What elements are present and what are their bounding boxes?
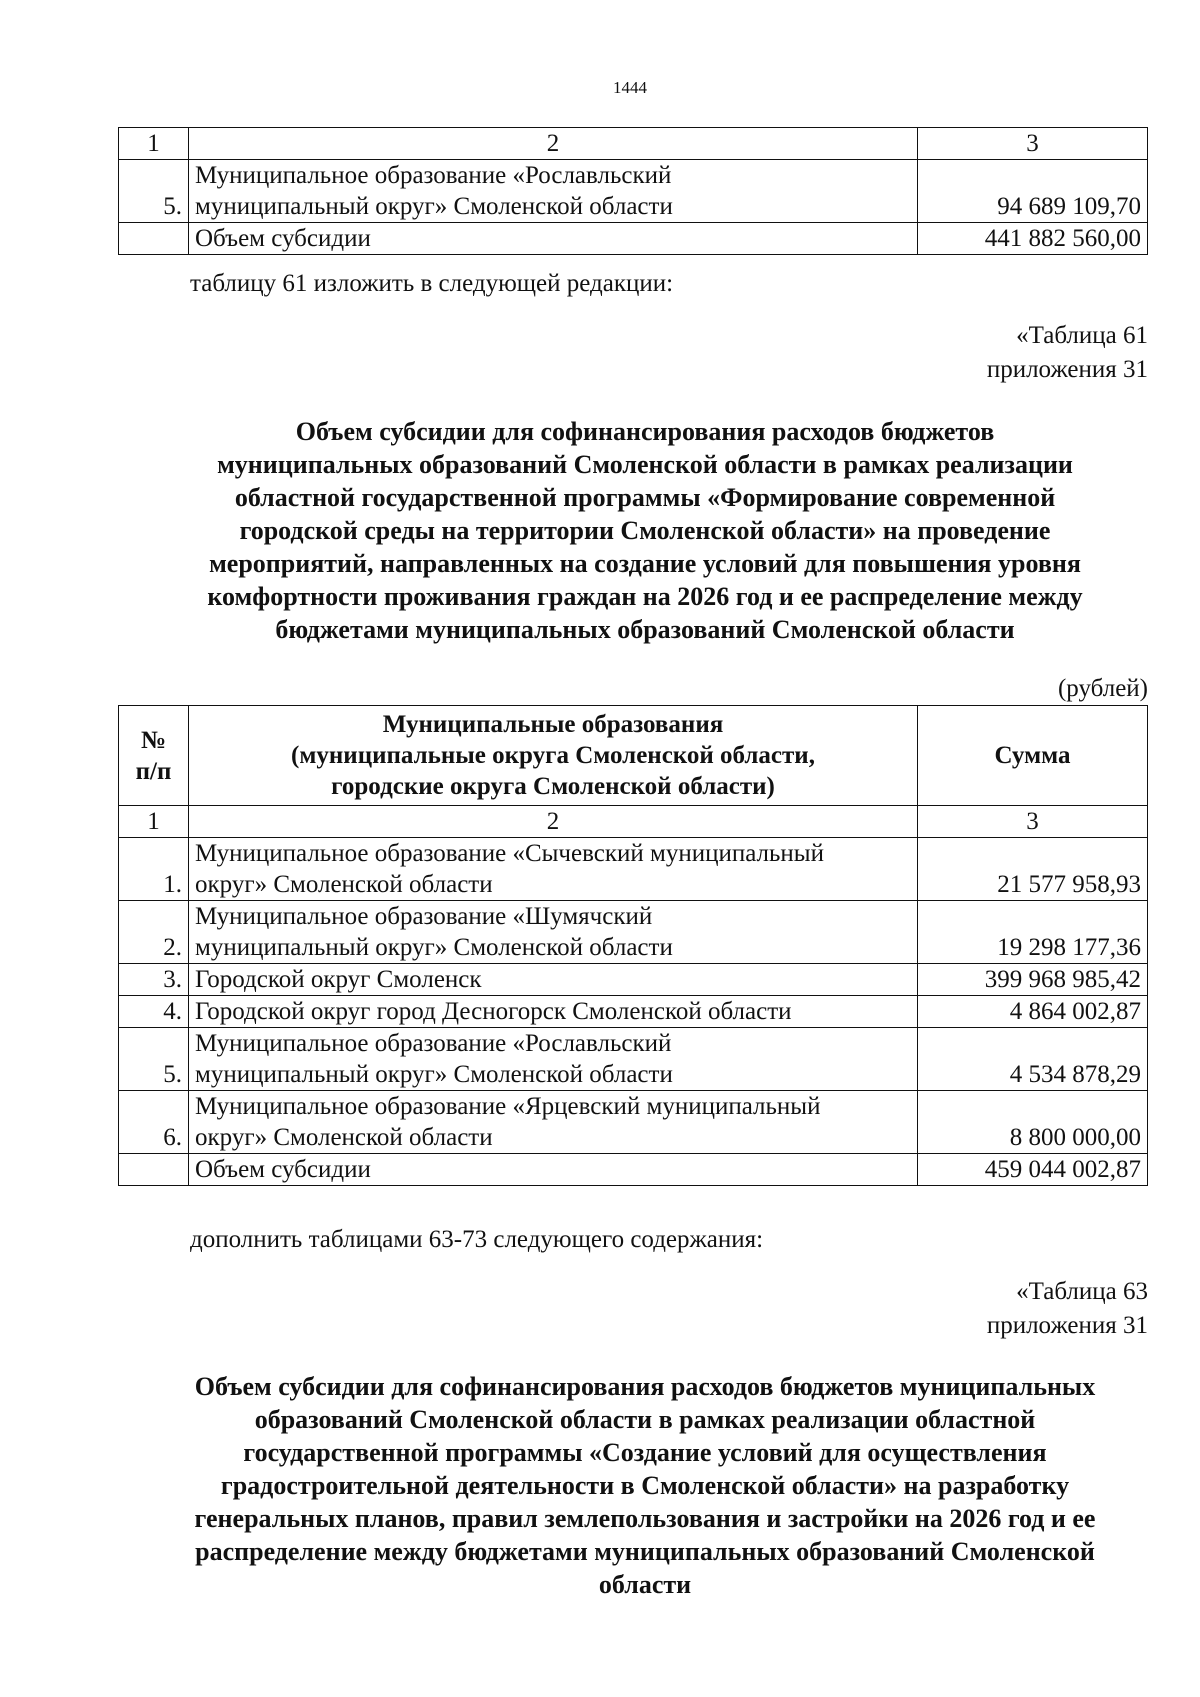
row-name-line1: Муниципальное образование «Ярцевский муниципальный <box>195 1093 821 1120</box>
table-row <box>119 1028 1148 1091</box>
title-line: городской среды на территории Смоленской области» на проведение <box>239 516 1051 545</box>
row-name-line1: Муниципальное образование «Рославльский <box>195 162 672 189</box>
table-total-row <box>119 223 1148 255</box>
total-label: Объем субсидии <box>189 1154 918 1186</box>
title-line: образований Смоленской области в рамках реализации областной <box>254 1405 1036 1434</box>
table-63-title <box>120 1370 1170 1601</box>
row-sum: 8 800 000,00 <box>918 1091 1148 1154</box>
total-sum: 441 882 560,00 <box>918 223 1148 255</box>
total-sum: 459 044 002,87 <box>918 1154 1148 1186</box>
col-number-cell: 1 <box>119 128 189 160</box>
table-row <box>119 160 1148 223</box>
header-name-line1: Муниципальные образования <box>382 711 724 738</box>
table-61-title <box>140 415 1150 646</box>
row-name <box>189 901 918 964</box>
table-row <box>119 838 1148 901</box>
title-line: градостроительной деятельности в Смоленской области» на разработку <box>220 1471 1070 1500</box>
table-header-row <box>119 128 1148 160</box>
table-row <box>119 964 1148 996</box>
row-name-line1: Муниципальное образование «Шумячский <box>195 903 653 930</box>
table-head-row <box>119 706 1148 806</box>
header-name-line3: городские округа Смоленской области) <box>331 773 775 800</box>
col-number-cell: 2 <box>189 806 918 838</box>
units-label: (рублей) <box>1057 675 1148 702</box>
col-number-cell: 3 <box>918 806 1148 838</box>
row-name-line2: округ» Смоленской области <box>195 871 493 898</box>
instruction-61: таблицу 61 изложить в следующей редакции: <box>190 270 674 297</box>
row-sum: 4 864 002,87 <box>918 996 1148 1028</box>
row-sum: 21 577 958,93 <box>918 838 1148 901</box>
row-number: 5. <box>119 1028 189 1091</box>
table-61 <box>118 705 1148 1186</box>
row-name-line2: муниципальный округ» Смоленской области <box>195 1061 673 1088</box>
title-line: комфортности проживания граждан на 2026 год и ее распределение между <box>207 582 1083 611</box>
row-name <box>189 160 918 223</box>
row-name <box>189 1028 918 1091</box>
row-name: Городской округ Смоленск <box>189 964 918 996</box>
table-ref-line2: приложения 31 <box>986 356 1148 383</box>
title-line: распределение между бюджетами муниципальных образований Смоленской <box>195 1537 1095 1566</box>
table-63-reference <box>987 1276 1148 1341</box>
col-number-cell: 2 <box>189 128 918 160</box>
row-number: 6. <box>119 1091 189 1154</box>
col-number-cell: 3 <box>918 128 1148 160</box>
row-name-line1: Муниципальное образование «Сычевский муниципальный <box>195 840 824 867</box>
table-ref-line1: «Таблица 63 <box>1016 1278 1148 1305</box>
row-number: 3. <box>119 964 189 996</box>
table-ref-line2: приложения 31 <box>986 1312 1148 1339</box>
row-name <box>189 838 918 901</box>
table-row <box>119 996 1148 1028</box>
table-row <box>119 1091 1148 1154</box>
row-number: 1. <box>119 838 189 901</box>
instruction-63: дополнить таблицами 63-73 следующего содержания: <box>190 1226 764 1253</box>
row-sum: 19 298 177,36 <box>918 901 1148 964</box>
title-line: области <box>598 1570 692 1599</box>
header-name-line2: (муниципальные округа Смоленской области, <box>291 742 815 769</box>
header-number <box>119 706 189 806</box>
row-sum: 4 534 878,29 <box>918 1028 1148 1091</box>
header-number-line2: п/п <box>135 757 172 785</box>
row-name <box>189 1091 918 1154</box>
row-name-line1: Муниципальное образование «Рославльский <box>195 1030 672 1057</box>
row-sum: 94 689 109,70 <box>918 160 1148 223</box>
header-sum: Сумма <box>918 706 1148 806</box>
row-name-line2: муниципальный округ» Смоленской области <box>195 934 673 961</box>
title-line: Объем субсидии для софинансирования расходов бюджетов <box>295 417 995 446</box>
table-ref-line1: «Таблица 61 <box>1016 322 1148 349</box>
header-name <box>189 706 918 806</box>
title-line: мероприятий, направленных на создание условий для повышения уровня <box>209 549 1081 578</box>
row-name-line2: муниципальный округ» Смоленской области <box>195 193 673 220</box>
row-number: 5. <box>119 160 189 223</box>
empty-cell <box>119 223 189 255</box>
table-col-number-row <box>119 806 1148 838</box>
table-prev <box>118 127 1148 255</box>
total-label: Объем субсидии <box>189 223 918 255</box>
row-name: Городской округ город Десногорск Смоленской области <box>189 996 918 1028</box>
title-line: муниципальных образований Смоленской области в рамках реализации <box>217 450 1073 479</box>
title-line: генеральных планов, правил землепользования и застройки на 2026 год и ее <box>194 1504 1096 1533</box>
row-sum: 399 968 985,42 <box>918 964 1148 996</box>
title-line: бюджетами муниципальных образований Смоленской области <box>275 615 1015 644</box>
table-total-row <box>119 1154 1148 1186</box>
empty-cell <box>119 1154 189 1186</box>
col-number-cell: 1 <box>119 806 189 838</box>
title-line: областной государственной программы «Формирование современной <box>234 483 1056 512</box>
title-line: государственной программы «Создание условий для осуществления <box>243 1438 1047 1467</box>
row-name-line2: округ» Смоленской области <box>195 1124 493 1151</box>
page-number: 1444 <box>613 78 647 97</box>
title-line: Объем субсидии для софинансирования расходов бюджетов муниципальных <box>194 1372 1096 1401</box>
table-row <box>119 901 1148 964</box>
header-number-line1: № <box>140 726 167 754</box>
row-number: 2. <box>119 901 189 964</box>
row-number: 4. <box>119 996 189 1028</box>
table-61-reference <box>987 320 1148 385</box>
